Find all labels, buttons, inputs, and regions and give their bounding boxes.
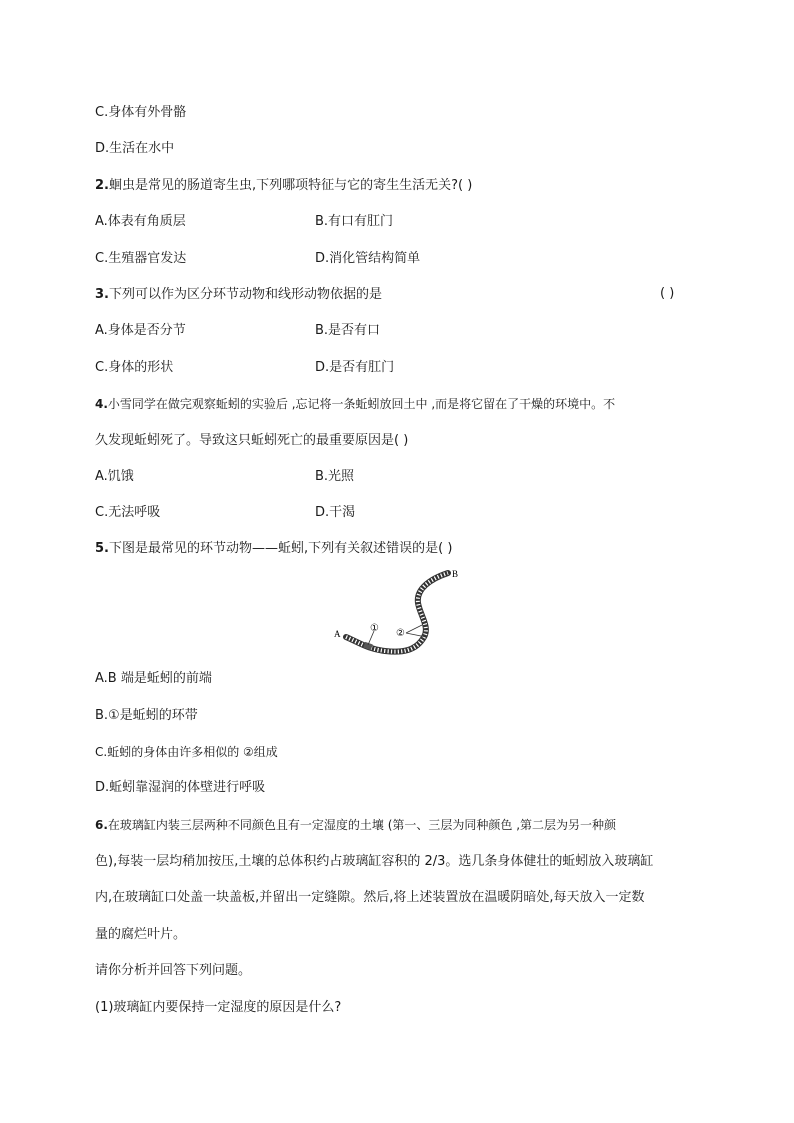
question-text: 下图是最常见的环节动物——蚯蚓,下列有关叙述错误的是( ) — [108, 541, 453, 556]
option-d: D.消化管结构简单 — [315, 251, 421, 266]
question-number: 3. — [95, 287, 109, 302]
question-4 — [95, 395, 615, 413]
question-6-cont: 量的腐烂叶片。 — [95, 927, 187, 942]
question-number: 4. — [95, 397, 108, 411]
pointer-2a — [406, 625, 422, 633]
options-row — [95, 359, 395, 377]
question-text: 下列可以作为区分环节动物和线形动物依据的是 — [108, 287, 382, 302]
question-number: 6. — [95, 818, 108, 832]
question-6 — [95, 816, 616, 834]
option-b: B.光照 — [315, 469, 355, 484]
option-c: C.无法呼吸 — [95, 505, 161, 520]
question-text: 小雪同学在做完观察蚯蚓的实验后 ,忘记将一条蚯蚓放回土中 ,而是将它留在了干燥的环境中。不 — [107, 397, 616, 411]
earthworm-body — [346, 573, 448, 652]
question-6-cont: 内,在玻璃缸口处盖一块盖板,并留出一定缝隙。然后,将上述装置放在温暖阴暗处,每天放入一定数 — [95, 890, 645, 905]
option-b: B.有口有肛门 — [315, 214, 394, 229]
option-b: B.①是蚯蚓的环带 — [95, 708, 198, 723]
label-a: A — [334, 629, 341, 639]
sub-question-1: (1)玻璃缸内要保持一定湿度的原因是什么? — [95, 1000, 342, 1015]
option-a: A.B 端是蚯蚓的前端 — [95, 671, 212, 686]
question-3 — [95, 286, 382, 304]
line-d: D.生活在水中 — [95, 141, 175, 156]
option-a: A.身体是否分节 — [95, 323, 186, 338]
option-d: D.干渴 — [315, 505, 356, 520]
question-text: 在玻璃缸内装三层两种不同颜色且有一定湿度的土壤 (第一、三层为同种颜色 ,第二层为另一种颜 — [107, 818, 617, 832]
option-a: A.饥饿 — [95, 469, 134, 484]
question-number: 5. — [95, 541, 109, 556]
question-2 — [95, 177, 472, 195]
instruction: 请你分析并回答下列问题。 — [95, 963, 252, 978]
option-d: D.是否有肛门 — [315, 360, 395, 375]
earthworm-segments — [346, 573, 448, 652]
label-1: ① — [370, 623, 379, 634]
line-c: C.身体有外骨骼 — [95, 105, 187, 120]
option-c: C.蚯蚓的身体由许多相似的 ②组成 — [95, 745, 278, 759]
question-4-cont: 久发现蚯蚓死了。导致这只蚯蚓死亡的最重要原因是( ) — [95, 433, 409, 448]
option-a: A.体表有角质层 — [95, 214, 186, 229]
options-row — [95, 468, 355, 486]
question-text: 蛔虫是常见的肠道寄生虫,下列哪项特征与它的寄生生活无关?( ) — [108, 178, 473, 193]
option-d: D.蚯蚓靠湿润的体壁进行呼吸 — [95, 780, 266, 795]
question-5 — [95, 540, 452, 558]
question-number: 2. — [95, 178, 109, 193]
options-row — [95, 504, 356, 522]
options-row — [95, 213, 394, 231]
label-2: ② — [396, 628, 405, 639]
option-c: C.生殖器官发达 — [95, 251, 187, 266]
options-row — [95, 322, 381, 340]
answer-paren: ( ) — [660, 286, 675, 301]
label-b: B — [452, 569, 459, 579]
option-c: C.身体的形状 — [95, 360, 174, 375]
question-6-cont: 色),每装一层均稍加按压,土壤的总体积约占玻璃缸容积的 2/3。选几条身体健壮的蚯蚓放入玻璃缸 — [95, 854, 654, 869]
options-row — [95, 250, 421, 268]
option-b: B.是否有口 — [315, 323, 381, 338]
earthworm-figure — [330, 565, 470, 665]
